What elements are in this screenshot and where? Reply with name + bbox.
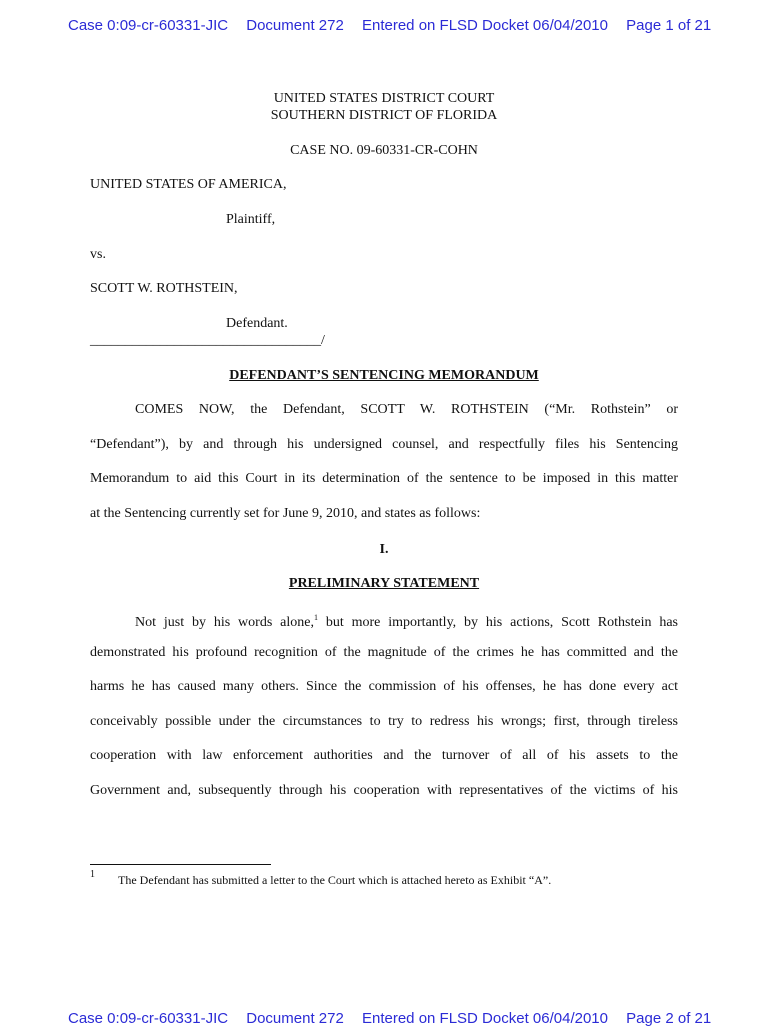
intro-paragraph: [90, 393, 678, 531]
preliminary-line: cooperation with law enforcement authorities and the turnover of all of his assets to the: [90, 748, 678, 764]
plaintiff-name: UNITED STATES OF AMERICA,: [90, 177, 287, 192]
intro-line: Memorandum to aid this Court in its determination of the sentence to be imposed in this matter: [90, 471, 678, 487]
plaintiff-role: Plaintiff,: [226, 212, 276, 227]
docket-document-number: Document 272: [246, 17, 344, 34]
preliminary-line: [90, 601, 678, 636]
docket-document-number: Document 272: [246, 1010, 344, 1027]
docket-header: [68, 17, 712, 34]
footnote-text: The Defendant has submitted a letter to the Court which is attached hereto as Exhibit “A”.: [118, 873, 552, 887]
docket-page-number: Page 1 of 21: [626, 17, 712, 34]
intro-line: at the Sentencing currently set for June 9, 2010, and states as follows:: [90, 505, 481, 521]
defendant-role: Defendant.: [226, 316, 288, 331]
next-page-docket-header: [68, 1010, 712, 1027]
caption-signature-line: _________________________________/: [90, 333, 325, 348]
docket-entered-date: Entered on FLSD Docket 06/04/2010: [361, 1010, 608, 1027]
preliminary-line-text: Not just by his words alone,: [135, 615, 314, 630]
preliminary-line-text: but more importantly, by his actions, Scott Rothstein has: [317, 615, 678, 630]
footnote-separator: [90, 864, 271, 865]
preliminary-paragraph: [90, 601, 678, 809]
docket-case-number: Case 0:09-cr-60331-JIC: [68, 1010, 229, 1027]
footnote-reference[interactable]: 1: [313, 613, 318, 622]
docket-page-number: Page 2 of 21: [626, 1010, 712, 1027]
preliminary-line: conceivably possible under the circumstances to try to redress his wrongs; first, through tireless: [90, 713, 678, 729]
preliminary-line: harms he has caused many others. Since the commission of his offenses, he has done every act: [90, 679, 678, 695]
versus: vs.: [90, 247, 106, 262]
section-title: PRELIMINARY STATEMENT: [288, 576, 480, 591]
document-title: DEFENDANT’S SENTENCING MEMORANDUM: [229, 368, 539, 383]
section-number: I.: [379, 542, 389, 557]
court-name-line1: UNITED STATES DISTRICT COURT: [273, 91, 495, 106]
docket-case-number: Case 0:09-cr-60331-JIC: [68, 17, 229, 34]
preliminary-line: Government and, subsequently through his cooperation with representatives of the victims of his: [90, 782, 678, 798]
preliminary-line: demonstrated his profound recognition of the magnitude of the crimes he has committed and the: [90, 644, 678, 660]
defendant-name: SCOTT W. ROTHSTEIN,: [90, 281, 238, 296]
docket-entered-date: Entered on FLSD Docket 06/04/2010: [361, 17, 608, 34]
case-number: CASE NO. 09-60331-CR-COHN: [290, 143, 478, 158]
footnote-number: 1: [90, 869, 95, 880]
court-name-line2: SOUTHERN DISTRICT OF FLORIDA: [270, 108, 498, 123]
intro-line: “Defendant”), by and through his undersigned counsel, and respectfully files his Sentencing: [90, 436, 678, 452]
intro-line: COMES NOW, the Defendant, SCOTT W. ROTHSTEIN (“Mr. Rothstein” or: [135, 402, 678, 417]
